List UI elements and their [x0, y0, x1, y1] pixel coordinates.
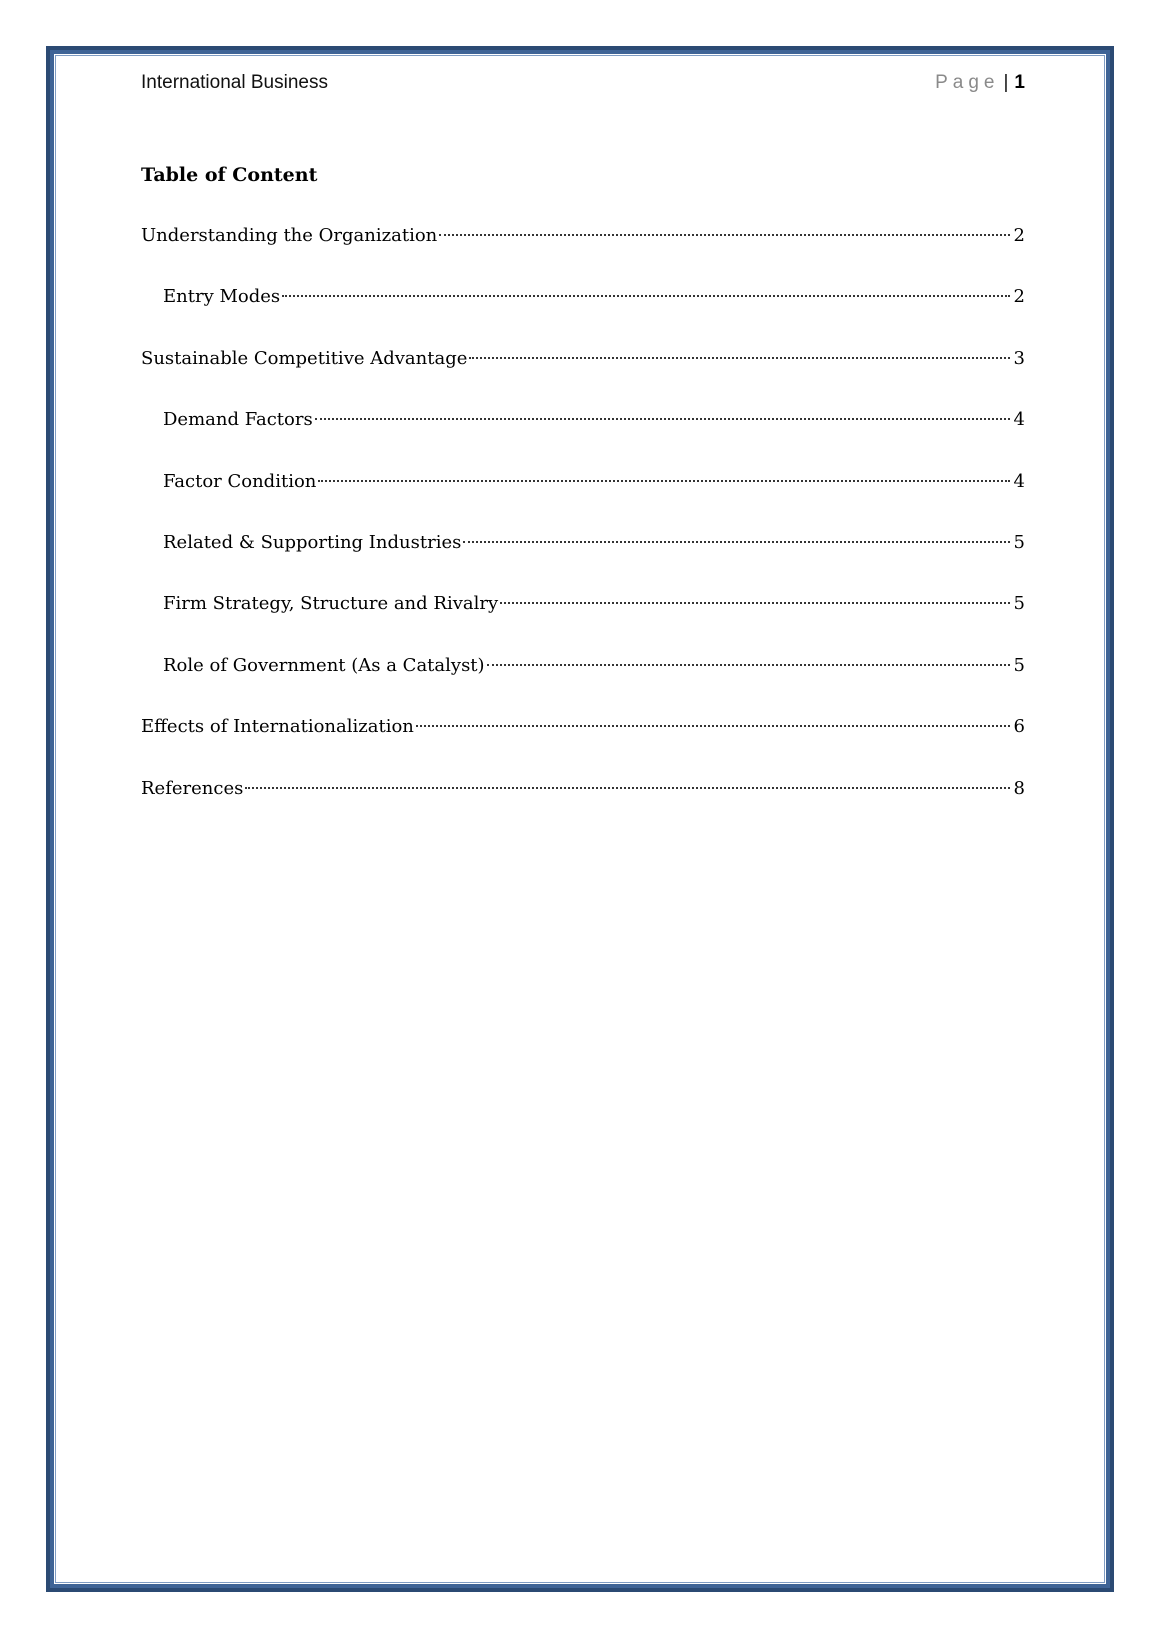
toc-entry-label: Factor Condition [163, 470, 317, 492]
toc-entry-label: Role of Government (As a Catalyst) [163, 654, 485, 676]
toc-entry-page-number: 2 [1013, 225, 1025, 246]
toc-dot-leader [315, 418, 1010, 420]
toc-entry[interactable] [141, 653, 1025, 714]
toc-entry-page-number: 5 [1013, 531, 1025, 553]
toc-entry[interactable] [141, 223, 1025, 284]
toc-entry[interactable] [141, 714, 1025, 775]
toc-entry-page-number: 4 [1013, 409, 1025, 431]
header-page-word: Page [935, 72, 1000, 93]
header-page-number: 1 [1014, 72, 1025, 93]
toc-entry[interactable] [141, 346, 1025, 407]
toc-entry-page-number: 6 [1013, 716, 1025, 738]
toc-entry-label: Related & Supporting Industries [163, 531, 462, 553]
toc-dot-leader [439, 234, 1009, 236]
toc-entry-label: References [141, 777, 244, 799]
toc-dot-leader [487, 664, 1010, 666]
toc-entry-label: Firm Strategy, Structure and Rivalry [163, 593, 499, 615]
header-page-indicator [935, 70, 1025, 96]
toc-entry-page-number: 5 [1013, 593, 1025, 615]
toc-entry-page-number: 5 [1013, 654, 1025, 676]
header-document-title: International Business [141, 72, 328, 93]
page-header [141, 70, 1025, 96]
toc-dot-leader [318, 480, 1009, 482]
toc-entry-page-number: 8 [1013, 777, 1025, 799]
toc-entry[interactable] [141, 591, 1025, 652]
toc-entry-page-number: 2 [1013, 286, 1025, 308]
toc-entry-page-number: 3 [1013, 347, 1025, 369]
toc-entry-label: Sustainable Competitive Advantage [141, 347, 468, 369]
toc-entry-page-number: 4 [1013, 470, 1025, 492]
toc-entry-label: Effects of Internationalization [141, 716, 414, 738]
toc-entry[interactable] [141, 776, 1025, 837]
toc-entry[interactable] [141, 530, 1025, 591]
toc-dot-leader [463, 541, 1009, 543]
header-page-separator: | [1003, 72, 1009, 93]
table-of-contents [141, 223, 1025, 837]
toc-dot-leader [282, 295, 1009, 297]
toc-entry-label: Understanding the Organization [141, 225, 438, 246]
toc-heading: Table of Content [141, 164, 318, 186]
toc-entry[interactable] [141, 407, 1025, 468]
toc-dot-leader [500, 602, 1009, 604]
toc-entry[interactable] [141, 284, 1025, 345]
toc-dot-leader [245, 787, 1009, 789]
toc-dot-leader [469, 357, 1009, 359]
toc-entry-label: Entry Modes [163, 286, 281, 308]
toc-entry[interactable] [141, 469, 1025, 530]
toc-entry-label: Demand Factors [163, 409, 313, 431]
toc-dot-leader [416, 725, 1010, 727]
